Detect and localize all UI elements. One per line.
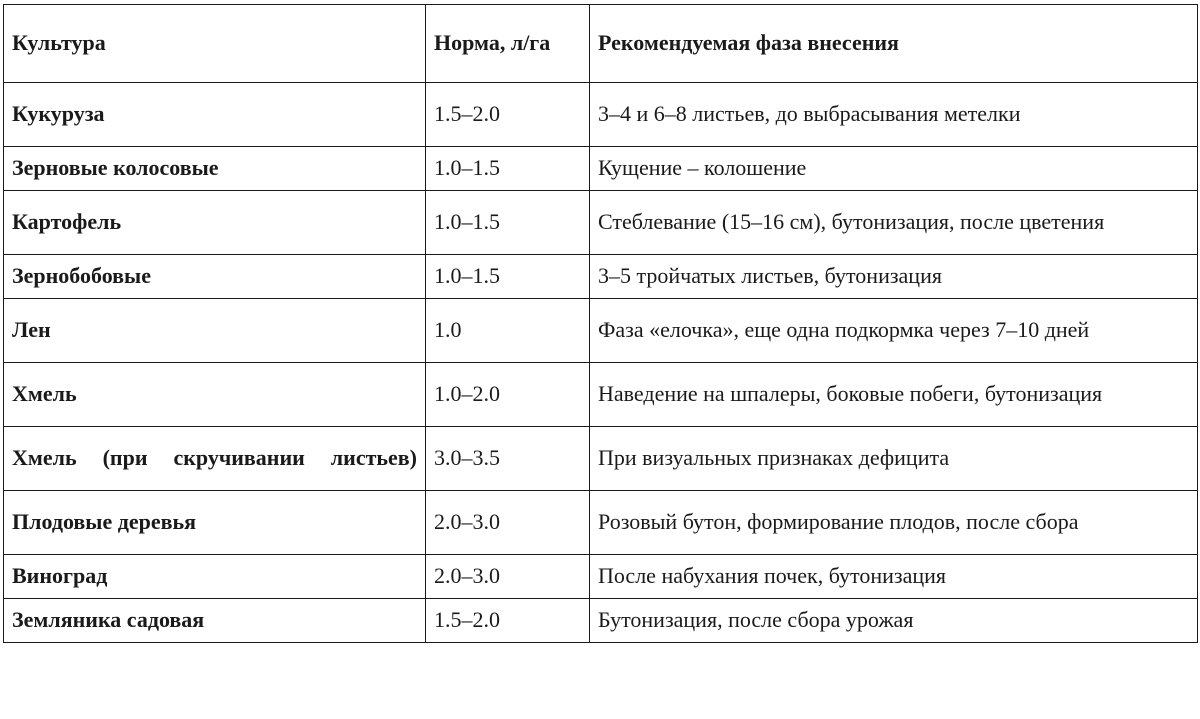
table-header — [4, 5, 1198, 83]
cell-culture: Плодовые деревья — [4, 491, 426, 555]
cell-culture: Земляника садовая — [4, 599, 426, 643]
table-row — [4, 83, 1198, 147]
cell-norm: 1.0–2.0 — [426, 363, 590, 427]
cell-culture: Хмель — [4, 363, 426, 427]
cell-phase: Бутонизация, после сбора урожая — [590, 599, 1198, 643]
cell-culture: Зернобобовые — [4, 255, 426, 299]
cell-culture: Зерновые колосовые — [4, 147, 426, 191]
table-row — [4, 299, 1198, 363]
table-row — [4, 191, 1198, 255]
cell-phase: После набухания почек, бутонизация — [590, 555, 1198, 599]
cell-norm: 1.0–1.5 — [426, 147, 590, 191]
table-body — [4, 83, 1198, 643]
cell-norm: 1.0–1.5 — [426, 255, 590, 299]
column-header-norm: Норма, л/га — [426, 5, 590, 83]
cell-phase: Кущение – колошение — [590, 147, 1198, 191]
table-row — [4, 427, 1198, 491]
cell-norm: 1.5–2.0 — [426, 83, 590, 147]
cell-norm: 1.0–1.5 — [426, 191, 590, 255]
table-row — [4, 491, 1198, 555]
cell-phase: 3–4 и 6–8 листьев, до выбрасывания метелки — [590, 83, 1198, 147]
cell-phase: Стеблевание (15–16 см), бутонизация, после цветения — [590, 191, 1198, 255]
application-rates-table — [3, 4, 1198, 643]
column-header-phase: Рекомендуемая фаза внесения — [590, 5, 1198, 83]
cell-norm: 3.0–3.5 — [426, 427, 590, 491]
table-row — [4, 363, 1198, 427]
cell-phase: 3–5 тройчатых листьев, бутонизация — [590, 255, 1198, 299]
cell-culture: Лен — [4, 299, 426, 363]
table-row — [4, 555, 1198, 599]
cell-culture: Картофель — [4, 191, 426, 255]
column-header-culture: Культура — [4, 5, 426, 83]
cell-norm: 2.0–3.0 — [426, 555, 590, 599]
cell-phase: При визуальных признаках дефицита — [590, 427, 1198, 491]
cell-culture: Хмель (при скручивании листьев) — [4, 427, 426, 491]
cell-culture: Виноград — [4, 555, 426, 599]
cell-phase: Розовый бутон, формирование плодов, после сбора — [590, 491, 1198, 555]
table-row — [4, 599, 1198, 643]
cell-phase: Фаза «елочка», еще одна подкормка через 7–10 дней — [590, 299, 1198, 363]
table-header-row — [4, 5, 1198, 83]
cell-norm: 2.0–3.0 — [426, 491, 590, 555]
cell-norm: 1.0 — [426, 299, 590, 363]
cell-norm: 1.5–2.0 — [426, 599, 590, 643]
cell-phase: Наведение на шпалеры, боковые побеги, бутонизация — [590, 363, 1198, 427]
table-row — [4, 147, 1198, 191]
cell-culture: Кукуруза — [4, 83, 426, 147]
table-row — [4, 255, 1198, 299]
